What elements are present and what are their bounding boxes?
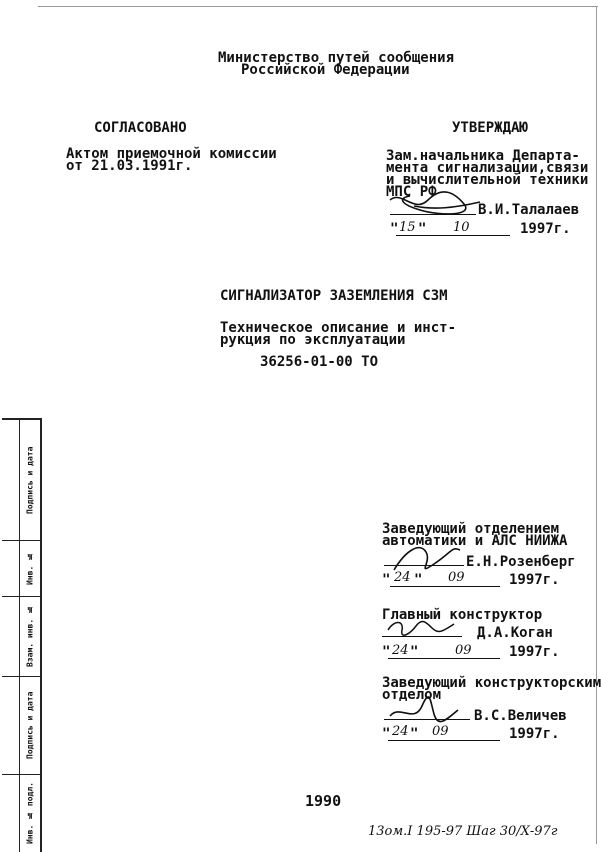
sign2-date-month: 09 xyxy=(455,643,472,658)
sign2-date-day: 24 xyxy=(392,643,409,658)
sign1-date-open-quote: " xyxy=(382,572,391,588)
strip-label-original-number: Инв. № подл. xyxy=(25,782,35,844)
agreed-line-2: от 21.03.1991г. xyxy=(66,158,193,174)
approve-name: В.И.Талалаев xyxy=(478,202,580,218)
ministry-line-2: Российской Федерации xyxy=(241,62,410,78)
agreed-line-1: Актом приемочной комиссии xyxy=(66,146,277,162)
approve-date-close-quote: " xyxy=(418,221,427,237)
filing-strip xyxy=(2,418,42,852)
approve-date-open-quote: " xyxy=(390,221,399,237)
sign2-role-1: Главный конструктор xyxy=(382,607,543,623)
document-year: 1990 xyxy=(305,792,342,810)
sign2-date-line xyxy=(388,658,500,659)
approve-date-year: 1997г. xyxy=(520,221,571,237)
sign3-signature-line xyxy=(384,719,470,720)
page-border-top xyxy=(38,6,598,7)
approve-date-month: 10 xyxy=(453,220,470,235)
sign2-name: Д.А.Коган xyxy=(477,625,553,641)
strip-label-signature-date-1: Подпись и дата xyxy=(25,446,35,514)
document-subtitle-1: Техническое описание и инст- xyxy=(220,320,457,336)
strip-label-replacement-number: Взам. инв. № xyxy=(25,605,35,667)
page-border-right xyxy=(596,6,597,844)
approve-line-2: мента сигнализации,связи xyxy=(386,160,589,176)
sign3-date-line xyxy=(388,740,500,741)
approve-line-3: и вычислительной техники xyxy=(386,172,589,188)
sign1-signature-line xyxy=(384,565,464,566)
sign3-date-year: 1997г. xyxy=(509,726,560,742)
sign1-name: Е.Н.Розенберг xyxy=(466,554,576,570)
document-code: 36256-01-00 ТО xyxy=(260,354,379,370)
sign2-signature-line xyxy=(382,636,462,637)
document-subtitle-2: рукция по эксплуатации xyxy=(220,332,406,348)
approve-line-1: Зам.начальника Департа- xyxy=(386,148,580,164)
sign3-name: В.С.Величев xyxy=(474,708,567,724)
sign1-date-year: 1997г. xyxy=(509,572,560,588)
agreed-title: СОГЛАСОВАНО xyxy=(94,120,187,136)
sign3-role-2: отделом xyxy=(382,687,442,703)
sign2-date-open-quote: " xyxy=(382,644,391,660)
sign1-date-close-quote: " xyxy=(414,572,423,588)
strip-divider-1 xyxy=(2,540,40,541)
approve-title: УТВЕРЖДАЮ xyxy=(452,120,528,136)
sign1-role-1: Заведующий отделением xyxy=(382,521,560,537)
sign1-role-2: автоматики и АЛС НИИЖА xyxy=(382,533,568,549)
sign2-date-close-quote: " xyxy=(410,644,419,660)
sign3-date-month: 09 xyxy=(432,724,449,739)
sign1-date-day: 24 xyxy=(394,570,411,585)
approve-signature-line xyxy=(390,214,476,215)
sign1-date-month: 09 xyxy=(448,570,465,585)
sign3-date-open-quote: " xyxy=(382,726,391,742)
document-title: СИГНАЛИЗАТОР ЗАЗЕМЛЕНИЯ СЗМ xyxy=(220,288,448,304)
approve-date-line xyxy=(396,235,510,236)
strip-divider-2 xyxy=(2,596,40,597)
approve-line-4: МПС РФ xyxy=(386,184,437,200)
ministry-line-1: Министерство путей сообщения xyxy=(218,50,455,66)
strip-label-inventory-number: Инв. № xyxy=(25,551,35,585)
strip-divider-3 xyxy=(2,676,40,677)
sign3-role-1: Заведующий конструкторским xyxy=(382,675,601,691)
sign2-date-year: 1997г. xyxy=(509,644,560,660)
sign3-date-day: 24 xyxy=(392,724,409,739)
strip-divider-4 xyxy=(2,774,40,775)
approve-date-day: 15 xyxy=(399,220,416,235)
footer-handwritten-note: 13ом.I 195-97 Шаг 30/Х-97г xyxy=(368,824,558,839)
sign1-date-line xyxy=(390,586,500,587)
strip-label-signature-date-2: Подпись и дата xyxy=(25,691,35,759)
sign3-date-close-quote: " xyxy=(410,726,419,742)
